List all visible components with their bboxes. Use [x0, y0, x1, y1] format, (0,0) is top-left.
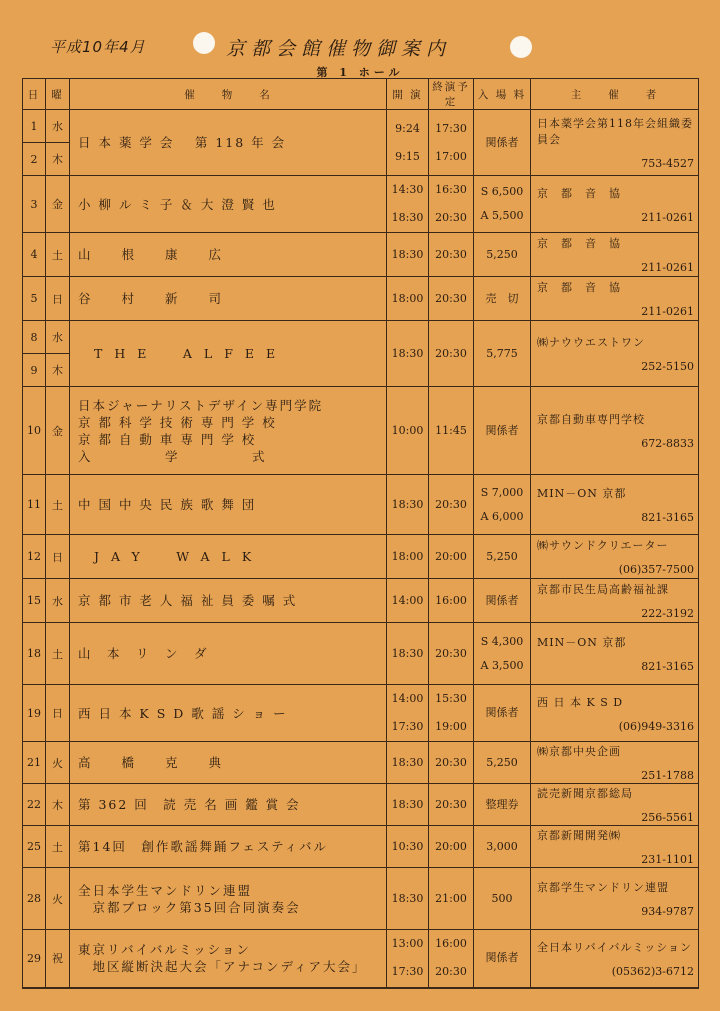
- end-time-cell: [429, 868, 474, 930]
- event-name-line: JAY WALK: [94, 549, 264, 564]
- table-row: [23, 826, 699, 868]
- weekday-cell: 水: [46, 579, 70, 623]
- end-time: 20:00: [435, 549, 467, 563]
- event-name-cell: [70, 321, 387, 387]
- end-time-cell: [429, 784, 474, 826]
- organizer-name: 西 日 本 K S D: [537, 695, 624, 709]
- organizer-phone: (06)949-3316: [618, 719, 694, 733]
- start-time: 18:30: [391, 891, 424, 905]
- organizer-cell: [531, 742, 699, 784]
- table-row: [23, 784, 699, 826]
- start-time-cell: [387, 110, 429, 176]
- start-time-cell: [387, 176, 429, 233]
- price-cell: [474, 321, 531, 387]
- organizer-phone: 211-0261: [641, 261, 694, 274]
- start-time: 18:00: [391, 549, 424, 563]
- start-time: 18:30: [391, 211, 424, 224]
- organizer-cell: [531, 233, 699, 277]
- organizer-phone: 211-0261: [641, 210, 694, 224]
- page-header: [0, 34, 720, 60]
- organizer-cell: [531, 685, 699, 742]
- price-value: A 5,500: [480, 209, 524, 222]
- price-value: 関係者: [485, 951, 519, 965]
- start-time-cell: [387, 685, 429, 742]
- event-name-line: 京 都 自 動 車 専 門 学 校: [78, 431, 257, 447]
- end-time-cell: [429, 623, 474, 685]
- organizer-phone: 934-9787: [641, 905, 694, 918]
- price-value: 500: [491, 891, 513, 905]
- price-cell: [474, 826, 531, 868]
- event-name-line: 京 都 市 老 人 福 祉 員 委 嘱 式: [78, 593, 298, 608]
- event-name-cell: [70, 685, 387, 742]
- table-row: [23, 475, 699, 535]
- organizer-phone: 821-3165: [641, 511, 694, 524]
- end-time-cell: [429, 930, 474, 988]
- price-cell: [474, 868, 531, 930]
- organizer-phone: 753-4527: [641, 157, 694, 170]
- end-time-cell: [429, 277, 474, 321]
- event-name-line: 谷 村 新 司: [78, 291, 224, 306]
- table-row: [23, 742, 699, 784]
- event-name-cell: [70, 579, 387, 623]
- organizer-phone: 211-0261: [641, 305, 694, 318]
- start-time: 18:30: [391, 497, 424, 511]
- organizer-phone: (06)357-7500: [618, 563, 694, 576]
- end-time-cell: [429, 321, 474, 387]
- end-time: 16:00: [435, 593, 467, 607]
- event-name-line: 小 柳 ル ミ 子 ＆ 大 澄 賢 也: [78, 196, 277, 212]
- price-value: 5,775: [486, 346, 518, 360]
- event-name-cell: [70, 277, 387, 321]
- event-name-line: 入 学 式: [78, 448, 267, 464]
- col-price: 入 場 料: [474, 79, 531, 110]
- weekday-cell: 金: [46, 176, 70, 233]
- page-title: 京都会館催物御案内: [226, 38, 452, 60]
- start-time: 17:30: [391, 965, 424, 979]
- end-time: 20:30: [435, 346, 467, 360]
- end-time: 20:00: [435, 839, 467, 853]
- organizer-phone: 821-3165: [641, 660, 694, 673]
- organizer-name: 京都学生マンドリン連盟: [537, 881, 669, 894]
- day-cell: 28: [23, 868, 46, 930]
- col-weekday: 曜: [46, 79, 70, 110]
- col-end: 終演予定: [429, 79, 474, 110]
- event-name-cell: [70, 176, 387, 233]
- event-name-line: 中 国 中 央 民 族 歌 舞 団: [78, 497, 257, 512]
- event-name-cell: [70, 868, 387, 930]
- start-time: 18:00: [391, 291, 424, 305]
- table-row: [23, 233, 699, 277]
- price-value: 5,250: [486, 755, 518, 769]
- end-time: 20:30: [435, 497, 467, 511]
- weekday-cell: 祝: [46, 930, 70, 988]
- weekday-cell: 木: [46, 143, 70, 176]
- organizer-cell: [531, 387, 699, 475]
- organizer-cell: [531, 579, 699, 623]
- price-value: 整理券: [485, 797, 519, 811]
- col-organizer: 主 催 者: [531, 79, 699, 110]
- start-time-cell: [387, 475, 429, 535]
- weekday-cell: 土: [46, 233, 70, 277]
- era-label: 平成10年4月: [50, 38, 146, 56]
- day-cell: 21: [23, 742, 46, 784]
- price-value: A 3,500: [480, 658, 524, 672]
- organizer-cell: [531, 535, 699, 579]
- start-time-cell: [387, 233, 429, 277]
- event-name-cell: [70, 233, 387, 277]
- organizer-name: MIN－ON 京都: [537, 636, 627, 649]
- day-cell: 19: [23, 685, 46, 742]
- start-time: 18:30: [391, 247, 424, 261]
- organizer-cell: [531, 277, 699, 321]
- table-row: [23, 623, 699, 685]
- end-time-cell: [429, 535, 474, 579]
- price-value: 関係者: [485, 593, 519, 607]
- event-name-line: 地区縦断決起大会「アナコンディア大会」: [78, 959, 367, 975]
- start-time-cell: [387, 930, 429, 988]
- price-cell: [474, 579, 531, 623]
- day-cell: 9: [23, 354, 46, 387]
- event-name-line: 山 本 リ ン ダ: [78, 646, 209, 661]
- start-time-cell: [387, 579, 429, 623]
- end-time: 20:30: [435, 646, 467, 660]
- price-cell: [474, 784, 531, 826]
- day-cell: 1: [23, 110, 46, 143]
- price-cell: [474, 176, 531, 233]
- organizer-cell: [531, 826, 699, 868]
- end-time-cell: [429, 685, 474, 742]
- price-cell: [474, 110, 531, 176]
- event-name-line: 第 362 回 読 売 名 画 鑑 賞 会: [78, 797, 301, 812]
- day-cell: 3: [23, 176, 46, 233]
- start-time: 18:30: [391, 346, 424, 360]
- start-time: 18:30: [391, 646, 424, 660]
- price-value: S 7,000: [480, 485, 524, 499]
- end-time-cell: [429, 233, 474, 277]
- organizer-cell: [531, 110, 699, 176]
- start-time: 9:15: [395, 149, 420, 163]
- table-row: [23, 321, 699, 354]
- event-name-line: 京都ブロック第35回合同演奏会: [78, 899, 301, 915]
- organizer-cell: [531, 930, 699, 988]
- col-start: 開 演: [387, 79, 429, 110]
- price-cell: [474, 623, 531, 685]
- start-time: 9:24: [395, 121, 420, 135]
- organizer-cell: [531, 784, 699, 826]
- organizer-phone: 222-3192: [641, 607, 694, 620]
- end-time-cell: [429, 110, 474, 176]
- start-time: 10:30: [391, 839, 424, 853]
- hall-label: 第 1 ホール: [316, 66, 404, 79]
- end-time-cell: [429, 742, 474, 784]
- organizer-name: 読売新聞京都総局: [537, 787, 633, 800]
- organizer-name: 京 都 音 協: [537, 186, 621, 200]
- day-cell: 18: [23, 623, 46, 685]
- price-cell: [474, 475, 531, 535]
- event-name-line: 山 根 康 広: [78, 247, 224, 262]
- end-time-cell: [429, 176, 474, 233]
- event-name-cell: [70, 535, 387, 579]
- end-time: 15:30: [435, 692, 467, 705]
- weekday-cell: 火: [46, 868, 70, 930]
- price-value: 5,250: [486, 549, 518, 563]
- end-time: 11:45: [435, 423, 467, 437]
- weekday-cell: 土: [46, 623, 70, 685]
- start-time: 17:30: [391, 720, 424, 733]
- organizer-name: 全日本リバイバルミッション: [537, 940, 693, 954]
- organizer-name: ㈱京都中央企画: [537, 745, 621, 758]
- table-row: [23, 868, 699, 930]
- event-name-cell: [70, 387, 387, 475]
- price-cell: [474, 742, 531, 784]
- end-time: 19:00: [435, 720, 467, 733]
- col-event: 催 物 名: [70, 79, 387, 110]
- organizer-cell: [531, 623, 699, 685]
- organizer-phone: 672-8833: [641, 437, 694, 450]
- price-cell: [474, 535, 531, 579]
- organizer-name: 京都新聞開発㈱: [537, 829, 621, 842]
- start-time-cell: [387, 623, 429, 685]
- weekday-cell: 水: [46, 110, 70, 143]
- event-name-line: 第14回 創作歌謡舞踊フェスティバル: [78, 839, 329, 854]
- header-row: [23, 79, 699, 110]
- weekday-cell: 木: [46, 784, 70, 826]
- price-value: A 6,000: [480, 509, 524, 523]
- table-row: [23, 387, 699, 475]
- start-time-cell: [387, 277, 429, 321]
- start-time: 10:00: [391, 423, 424, 437]
- organizer-name: 京都市民生局高齢福祉課: [537, 583, 669, 596]
- weekday-cell: 水: [46, 321, 70, 354]
- organizer-name: 日本薬学会第118年会組織委員会: [537, 117, 693, 146]
- event-name-cell: [70, 110, 387, 176]
- weekday-cell: 日: [46, 685, 70, 742]
- weekday-cell: 火: [46, 742, 70, 784]
- organizer-name: 京 都 音 協: [537, 237, 621, 250]
- event-name-line: 日 本 薬 学 会 第 118 年 会: [78, 135, 287, 150]
- end-time: 20:30: [435, 291, 467, 305]
- day-cell: 11: [23, 475, 46, 535]
- start-time: 14:00: [391, 593, 424, 607]
- event-name-cell: [70, 742, 387, 784]
- end-time: 20:30: [435, 755, 467, 769]
- organizer-phone: (05362)3-6712: [611, 964, 694, 978]
- day-cell: 25: [23, 826, 46, 868]
- weekday-cell: 日: [46, 277, 70, 321]
- table-row: [23, 176, 699, 233]
- table-row: [23, 110, 699, 143]
- organizer-name: MIN－ON 京都: [537, 487, 627, 500]
- end-time-cell: [429, 475, 474, 535]
- event-name-cell: [70, 475, 387, 535]
- end-time: 20:30: [435, 965, 467, 979]
- weekday-cell: 土: [46, 475, 70, 535]
- price-cell: [474, 277, 531, 321]
- day-cell: 29: [23, 930, 46, 988]
- start-time-cell: [387, 742, 429, 784]
- price-cell: [474, 930, 531, 988]
- start-time: 14:30: [391, 183, 424, 196]
- end-time-cell: [429, 826, 474, 868]
- event-name-line: 日本ジャーナリストデザイン専門学院: [78, 397, 324, 413]
- start-time: 14:00: [391, 692, 424, 705]
- event-name-cell: [70, 623, 387, 685]
- table-row: [23, 685, 699, 742]
- end-time: 16:00: [435, 937, 467, 951]
- end-time: 17:00: [435, 149, 467, 163]
- organizer-name: ㈱ナウウエストワン: [537, 336, 645, 349]
- price-value: 関係者: [485, 135, 519, 149]
- weekday-cell: 日: [46, 535, 70, 579]
- end-time-cell: [429, 387, 474, 475]
- weekday-cell: 土: [46, 826, 70, 868]
- end-time: 20:30: [435, 247, 467, 261]
- start-time: 18:30: [391, 755, 424, 769]
- day-cell: 12: [23, 535, 46, 579]
- price-cell: [474, 685, 531, 742]
- start-time-cell: [387, 535, 429, 579]
- start-time-cell: [387, 868, 429, 930]
- event-name-cell: [70, 826, 387, 868]
- weekday-cell: 木: [46, 354, 70, 387]
- start-time: 13:00: [391, 937, 424, 951]
- end-time: 20:30: [435, 211, 467, 224]
- col-day: 日: [23, 79, 46, 110]
- end-time: 21:00: [435, 891, 467, 905]
- table-row: [23, 535, 699, 579]
- day-cell: 10: [23, 387, 46, 475]
- price-cell: [474, 387, 531, 475]
- day-cell: 5: [23, 277, 46, 321]
- start-time-cell: [387, 826, 429, 868]
- price-value: 5,250: [486, 247, 518, 261]
- end-time: 16:30: [435, 183, 467, 196]
- organizer-phone: 231-1101: [641, 853, 694, 866]
- price-value: S 6,500: [480, 185, 524, 198]
- organizer-phone: 252-5150: [641, 360, 694, 373]
- start-time-cell: [387, 321, 429, 387]
- price-value: S 4,300: [480, 634, 524, 648]
- price-value: 関係者: [485, 706, 519, 719]
- event-name-line: 東京リバイバルミッション: [78, 942, 251, 958]
- organizer-phone: 256-5561: [641, 811, 694, 824]
- event-name-line: THE ALFEE: [94, 346, 288, 361]
- day-cell: 22: [23, 784, 46, 826]
- event-name-line: 京 都 科 学 技 術 専 門 学 校: [78, 414, 277, 430]
- organizer-cell: [531, 868, 699, 930]
- price-cell: [474, 233, 531, 277]
- table-row: [23, 277, 699, 321]
- price-value: 関係者: [485, 423, 519, 437]
- end-time: 17:30: [435, 121, 467, 135]
- end-time: 20:30: [435, 797, 467, 811]
- day-cell: 4: [23, 233, 46, 277]
- organizer-name: 京 都 音 協: [537, 281, 621, 294]
- event-name-cell: [70, 930, 387, 988]
- price-value: 3,000: [486, 839, 518, 853]
- schedule-table: [22, 78, 699, 989]
- end-time-cell: [429, 579, 474, 623]
- start-time-cell: [387, 387, 429, 475]
- day-cell: 8: [23, 321, 46, 354]
- event-name-line: 高 橋 克 典: [78, 755, 224, 770]
- price-value: 売 切: [485, 291, 519, 305]
- day-cell: 15: [23, 579, 46, 623]
- organizer-cell: [531, 475, 699, 535]
- event-name-cell: [70, 784, 387, 826]
- start-time: 18:30: [391, 797, 424, 811]
- event-name-line: 全日本学生マンドリン連盟: [78, 882, 253, 898]
- organizer-cell: [531, 176, 699, 233]
- table-row: [23, 930, 699, 988]
- weekday-cell: 金: [46, 387, 70, 475]
- organizer-name: ㈱サウンドクリエーター: [537, 539, 669, 552]
- organizer-phone: 251-1788: [641, 769, 694, 782]
- event-name-line: 西 日 本 K S D 歌 謡 シ ョ ー: [78, 705, 288, 721]
- day-cell: 2: [23, 143, 46, 176]
- table-row: [23, 579, 699, 623]
- organizer-name: 京都自動車専門学校: [537, 413, 645, 426]
- organizer-cell: [531, 321, 699, 387]
- start-time-cell: [387, 784, 429, 826]
